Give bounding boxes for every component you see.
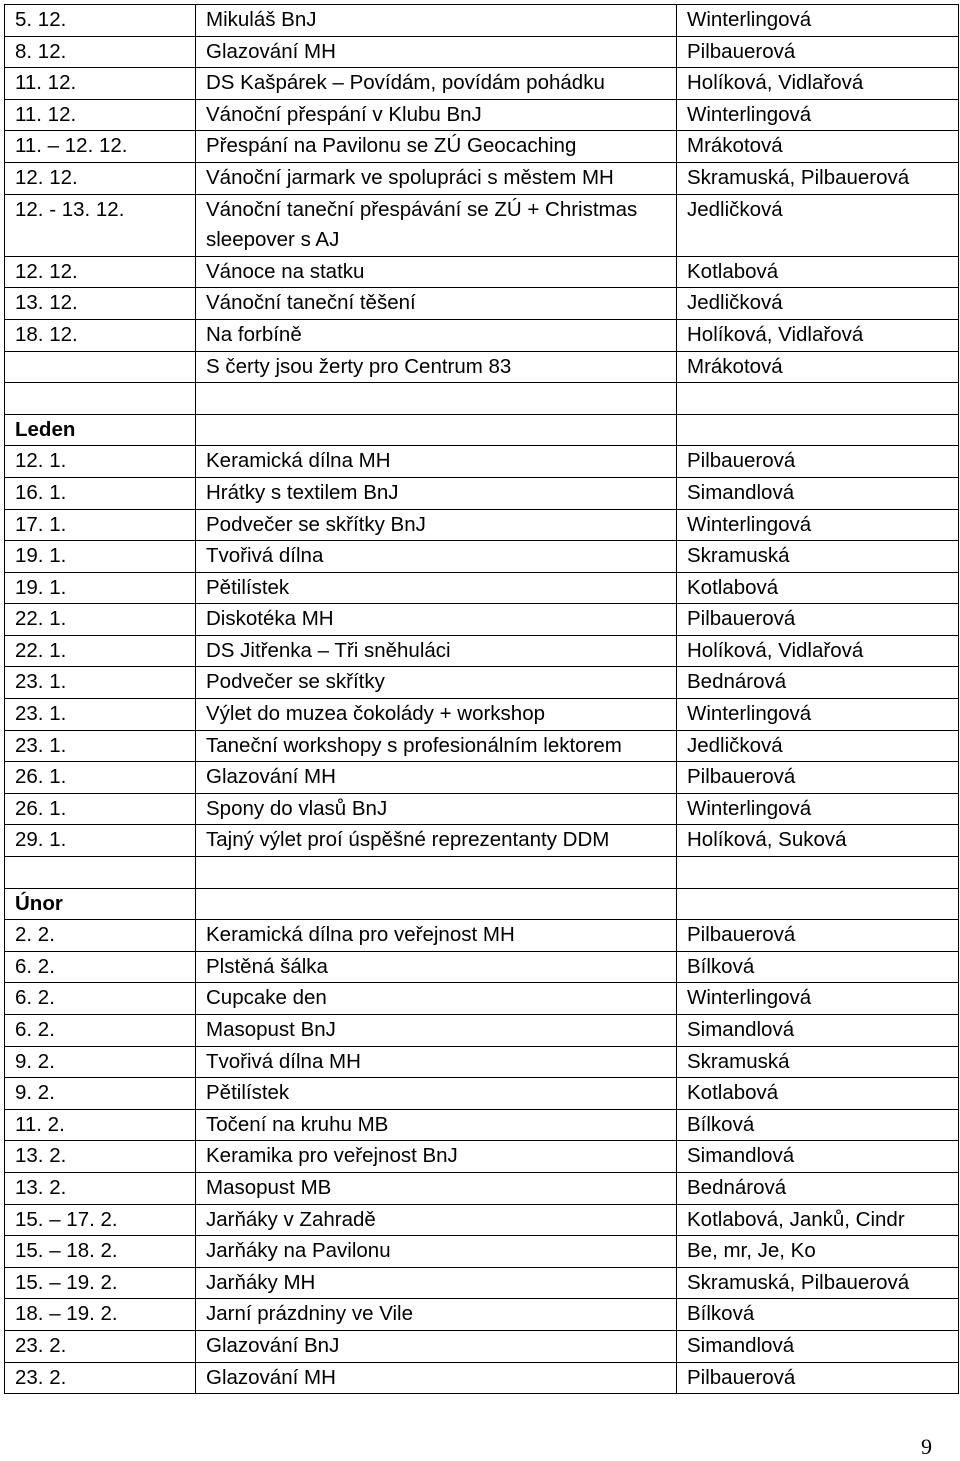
date-cell <box>5 351 196 383</box>
date-cell: 26. 1. <box>5 762 196 794</box>
date-cell: 12. 12. <box>5 256 196 288</box>
responsible-cell: Winterlingová <box>677 509 959 541</box>
table-row <box>5 699 959 731</box>
date-cell: 16. 1. <box>5 477 196 509</box>
date-cell: 6. 2. <box>5 983 196 1015</box>
table-row <box>5 446 959 478</box>
table-row <box>5 983 959 1015</box>
table-row <box>5 667 959 699</box>
event-cell: S čerty jsou žerty pro Centrum 83 <box>196 351 677 383</box>
responsible-cell: Jedličková <box>677 730 959 762</box>
schedule-body <box>5 5 959 1394</box>
responsible-cell: Mrákotová <box>677 131 959 163</box>
table-row <box>5 256 959 288</box>
responsible-cell: Bednárová <box>677 1172 959 1204</box>
event-cell: Jarňáky na Pavilonu <box>196 1236 677 1268</box>
event-cell: Plstěná šálka <box>196 951 677 983</box>
table-row <box>5 383 959 415</box>
date-cell: 22. 1. <box>5 635 196 667</box>
table-row <box>5 1046 959 1078</box>
responsible-cell: Kotlabová <box>677 572 959 604</box>
event-cell: Pětilístek <box>196 1078 677 1110</box>
responsible-cell: Pilbauerová <box>677 920 959 952</box>
date-cell: 9. 2. <box>5 1078 196 1110</box>
date-cell: 8. 12. <box>5 36 196 68</box>
table-row <box>5 1236 959 1268</box>
date-cell: 13. 2. <box>5 1141 196 1173</box>
event-cell: Keramika pro veřejnost BnJ <box>196 1141 677 1173</box>
date-cell: 15. – 17. 2. <box>5 1204 196 1236</box>
table-row <box>5 477 959 509</box>
date-cell: Leden <box>5 414 196 446</box>
date-cell: 23. 2. <box>5 1362 196 1394</box>
event-cell: Mikuláš BnJ <box>196 5 677 37</box>
event-cell: Vánoční taneční těšení <box>196 288 677 320</box>
date-cell: 18. – 19. 2. <box>5 1299 196 1331</box>
responsible-cell: Kotlabová <box>677 256 959 288</box>
date-cell: 15. – 18. 2. <box>5 1236 196 1268</box>
table-row <box>5 36 959 68</box>
event-cell: Diskotéka MH <box>196 604 677 636</box>
table-row <box>5 1015 959 1047</box>
responsible-cell <box>677 414 959 446</box>
responsible-cell: Be, mr, Je, Ko <box>677 1236 959 1268</box>
event-cell: Taneční workshopy s profesionálním lektorem <box>196 730 677 762</box>
event-cell: DS Jitřenka – Tři sněhuláci <box>196 635 677 667</box>
date-cell: 23. 2. <box>5 1330 196 1362</box>
table-row <box>5 1362 959 1394</box>
event-cell: Glazování BnJ <box>196 1330 677 1362</box>
date-cell: 12. 12. <box>5 162 196 194</box>
responsible-cell: Winterlingová <box>677 5 959 37</box>
table-row <box>5 825 959 857</box>
event-cell: Vánoční přespání v Klubu BnJ <box>196 99 677 131</box>
event-cell <box>196 414 677 446</box>
responsible-cell <box>677 857 959 889</box>
event-cell: Keramická dílna pro veřejnost MH <box>196 920 677 952</box>
date-cell: 11. – 12. 12. <box>5 131 196 163</box>
event-cell: Spony do vlasů BnJ <box>196 793 677 825</box>
responsible-cell: Simandlová <box>677 477 959 509</box>
responsible-cell: Simandlová <box>677 1015 959 1047</box>
event-cell <box>196 888 677 920</box>
event-cell: Na forbíně <box>196 319 677 351</box>
table-row <box>5 1204 959 1236</box>
event-cell: Tajný výlet proí úspěšné reprezentanty DDM <box>196 825 677 857</box>
event-cell: Keramická dílna MH <box>196 446 677 478</box>
table-row <box>5 68 959 100</box>
responsible-cell: Holíková, Vidlařová <box>677 635 959 667</box>
date-cell: 22. 1. <box>5 604 196 636</box>
table-row <box>5 857 959 889</box>
responsible-cell: Pilbauerová <box>677 446 959 478</box>
date-cell: 19. 1. <box>5 541 196 573</box>
event-cell: Vánoční taneční přespávání se ZÚ + Christmas sleepover s AJ <box>196 194 677 256</box>
event-cell: Glazování MH <box>196 762 677 794</box>
table-row <box>5 509 959 541</box>
table-row <box>5 351 959 383</box>
date-cell: 17. 1. <box>5 509 196 541</box>
event-cell: Tvořivá dílna <box>196 541 677 573</box>
date-cell: 11. 12. <box>5 68 196 100</box>
responsible-cell: Bílková <box>677 1299 959 1331</box>
responsible-cell: Holíková, Vidlařová <box>677 68 959 100</box>
month-heading-row <box>5 888 959 920</box>
table-row <box>5 730 959 762</box>
responsible-cell: Bednárová <box>677 667 959 699</box>
responsible-cell: Skramuská, Pilbauerová <box>677 1267 959 1299</box>
table-row <box>5 319 959 351</box>
event-cell: Vánoční jarmark ve spolupráci s městem MH <box>196 162 677 194</box>
responsible-cell: Simandlová <box>677 1330 959 1362</box>
event-cell: Vánoce na statku <box>196 256 677 288</box>
event-cell: DS Kašpárek – Povídám, povídám pohádku <box>196 68 677 100</box>
date-cell: 12. - 13. 12. <box>5 194 196 256</box>
date-cell: 13. 12. <box>5 288 196 320</box>
table-row <box>5 951 959 983</box>
responsible-cell: Pilbauerová <box>677 762 959 794</box>
table-row <box>5 1078 959 1110</box>
event-cell: Tvořivá dílna MH <box>196 1046 677 1078</box>
table-row <box>5 1109 959 1141</box>
event-cell: Pětilístek <box>196 572 677 604</box>
event-cell: Podvečer se skřítky <box>196 667 677 699</box>
table-row <box>5 194 959 256</box>
responsible-cell <box>677 888 959 920</box>
responsible-cell: Bílková <box>677 1109 959 1141</box>
date-cell: 6. 2. <box>5 951 196 983</box>
schedule-table <box>4 4 959 1394</box>
table-row <box>5 1299 959 1331</box>
event-cell: Masopust MB <box>196 1172 677 1204</box>
date-cell: Únor <box>5 888 196 920</box>
event-cell: Glazování MH <box>196 1362 677 1394</box>
responsible-cell: Skramuská <box>677 1046 959 1078</box>
responsible-cell: Winterlingová <box>677 699 959 731</box>
table-row <box>5 5 959 37</box>
event-cell: Hrátky s textilem BnJ <box>196 477 677 509</box>
table-row <box>5 1330 959 1362</box>
event-cell: Jarňáky v Zahradě <box>196 1204 677 1236</box>
event-cell: Glazování MH <box>196 36 677 68</box>
responsible-cell: Simandlová <box>677 1141 959 1173</box>
responsible-cell: Skramuská, Pilbauerová <box>677 162 959 194</box>
month-heading-row <box>5 414 959 446</box>
date-cell: 12. 1. <box>5 446 196 478</box>
responsible-cell: Holíková, Suková <box>677 825 959 857</box>
date-cell: 18. 12. <box>5 319 196 351</box>
table-row <box>5 635 959 667</box>
table-row <box>5 131 959 163</box>
event-cell: Jarní prázdniny ve Vile <box>196 1299 677 1331</box>
responsible-cell: Kotlabová, Janků, Cindr <box>677 1204 959 1236</box>
date-cell: 9. 2. <box>5 1046 196 1078</box>
table-row <box>5 1172 959 1204</box>
table-row <box>5 604 959 636</box>
date-cell <box>5 383 196 415</box>
date-cell: 5. 12. <box>5 5 196 37</box>
event-cell: Podvečer se skřítky BnJ <box>196 509 677 541</box>
date-cell: 2. 2. <box>5 920 196 952</box>
date-cell: 13. 2. <box>5 1172 196 1204</box>
table-row <box>5 288 959 320</box>
responsible-cell: Mrákotová <box>677 351 959 383</box>
date-cell: 23. 1. <box>5 699 196 731</box>
table-row <box>5 1267 959 1299</box>
responsible-cell: Winterlingová <box>677 793 959 825</box>
event-cell <box>196 383 677 415</box>
date-cell: 15. – 19. 2. <box>5 1267 196 1299</box>
date-cell <box>5 857 196 889</box>
table-row <box>5 793 959 825</box>
table-row <box>5 99 959 131</box>
responsible-cell: Skramuská <box>677 541 959 573</box>
table-row <box>5 920 959 952</box>
date-cell: 11. 2. <box>5 1109 196 1141</box>
page-number: 9 <box>921 1434 932 1459</box>
event-cell <box>196 857 677 889</box>
date-cell: 11. 12. <box>5 99 196 131</box>
responsible-cell: Winterlingová <box>677 99 959 131</box>
responsible-cell: Holíková, Vidlařová <box>677 319 959 351</box>
table-row <box>5 762 959 794</box>
table-row <box>5 572 959 604</box>
date-cell: 6. 2. <box>5 1015 196 1047</box>
responsible-cell: Pilbauerová <box>677 604 959 636</box>
event-cell: Cupcake den <box>196 983 677 1015</box>
event-cell: Výlet do muzea čokolády + workshop <box>196 699 677 731</box>
table-row <box>5 162 959 194</box>
event-cell: Točení na kruhu MB <box>196 1109 677 1141</box>
responsible-cell: Bílková <box>677 951 959 983</box>
responsible-cell: Jedličková <box>677 288 959 320</box>
date-cell: 23. 1. <box>5 730 196 762</box>
event-cell: Jarňáky MH <box>196 1267 677 1299</box>
responsible-cell: Pilbauerová <box>677 36 959 68</box>
responsible-cell: Pilbauerová <box>677 1362 959 1394</box>
date-cell: 19. 1. <box>5 572 196 604</box>
responsible-cell: Jedličková <box>677 194 959 256</box>
date-cell: 26. 1. <box>5 793 196 825</box>
event-cell: Masopust BnJ <box>196 1015 677 1047</box>
date-cell: 29. 1. <box>5 825 196 857</box>
responsible-cell: Winterlingová <box>677 983 959 1015</box>
responsible-cell: Kotlabová <box>677 1078 959 1110</box>
table-row <box>5 1141 959 1173</box>
event-cell: Přespání na Pavilonu se ZÚ Geocaching <box>196 131 677 163</box>
responsible-cell <box>677 383 959 415</box>
date-cell: 23. 1. <box>5 667 196 699</box>
table-row <box>5 541 959 573</box>
